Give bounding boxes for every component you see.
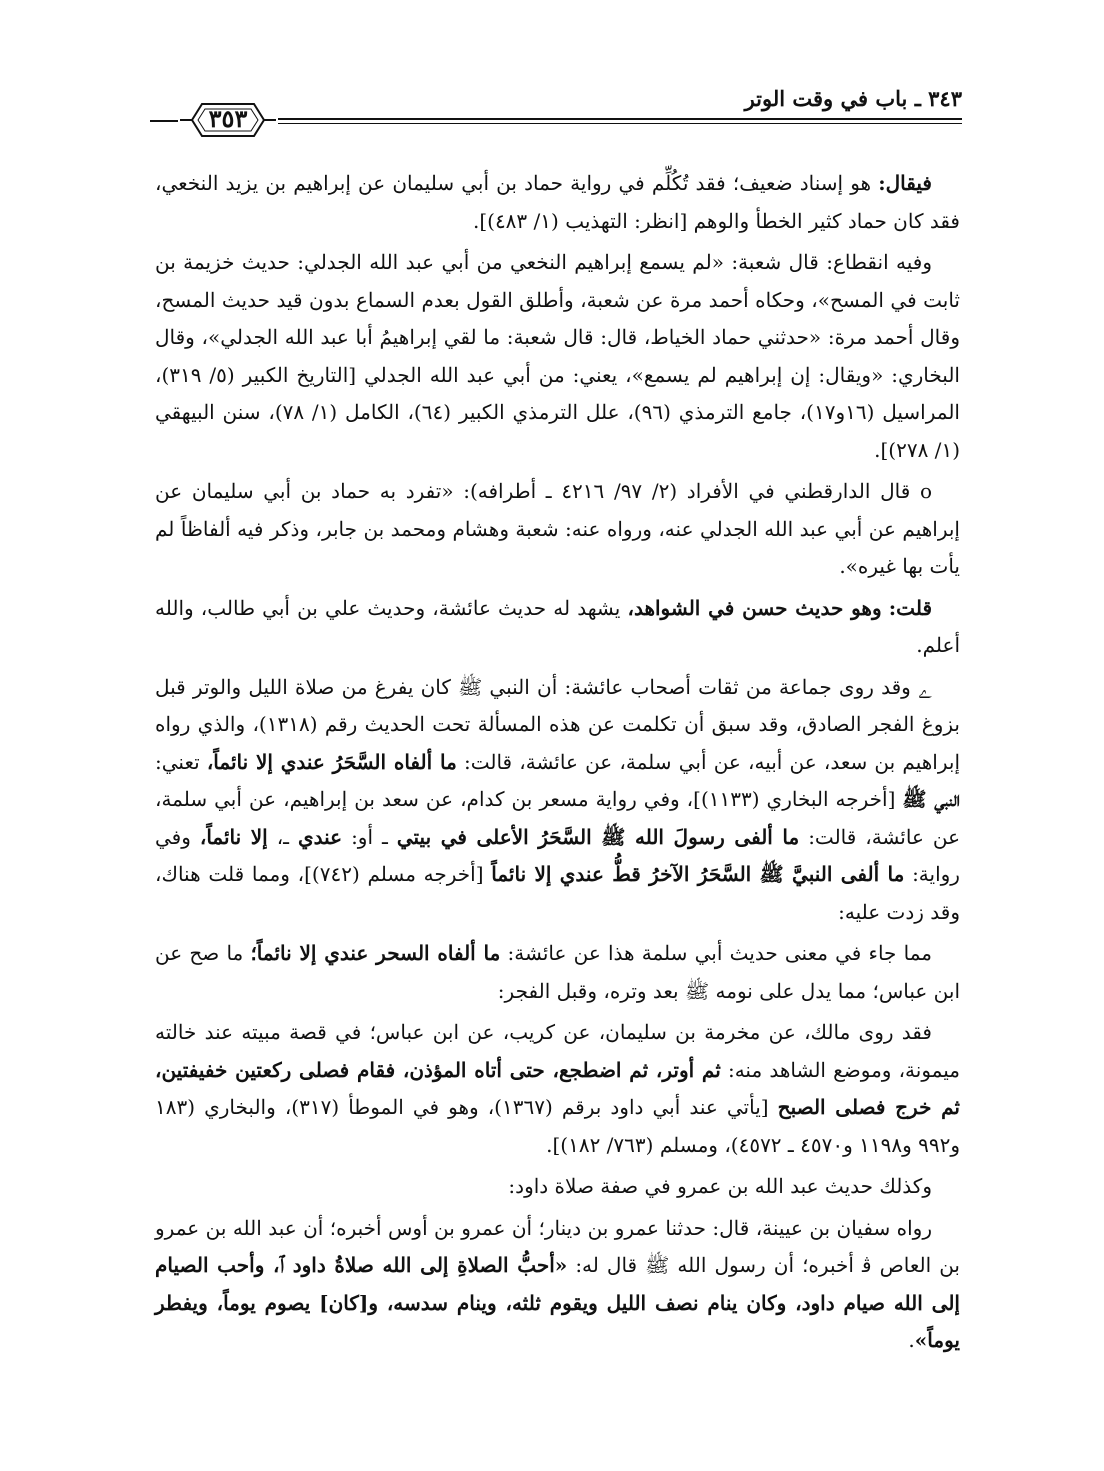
text-span: ما ألفى رسولَ الله ﷺ السَّحَرُ الأعلى في بيتي — [396, 824, 800, 849]
page-header — [150, 78, 962, 138]
text-span: [يأتي عند أبي داود برقم (١٣٦٧)، وهو في الموطأ (٣١٧)، والبخاري (١٨٣ و٩٩٢ و١١٩٨ و٤٥٧٠ ـ ٤٥٧٢)، ومسلم (٧٦٣/ ١٨٢)]. — [155, 1095, 960, 1157]
text-span: عندي — [297, 824, 343, 849]
text-span: فقد روى مالك، عن مخرمة بن سليمان، عن كريب، عن ابن عباس؛ في قصة مبيته عند خالته ميمونة، وموضع الشاهد منه: — [155, 1020, 960, 1082]
page-number: ٣٥٣ — [208, 104, 248, 133]
paragraph-7 — [155, 1014, 960, 1164]
text-span: وفي رواية: — [155, 824, 960, 886]
text-span: ـ، — [267, 824, 298, 849]
body-text — [155, 165, 960, 1364]
text-span: يشهد له حديث عائشة، وحديث علي بن أبي طالب، والله أعلم. — [155, 595, 960, 657]
text-span: ما ألفاه السحر عندي إلا نائماً؛ — [250, 941, 501, 965]
text-span: [أخرجه مسلم (٧٤٢)]، ومما قلت هناك، وقد زدت عليه: — [155, 862, 960, 924]
text-span: تعني: — [155, 749, 207, 774]
header-rule-top — [278, 118, 962, 120]
text-span: وكذلك حديث عبد الله بن عمرو في صفة صلاة داود: — [508, 1174, 932, 1198]
text-span: وفيه انقطاع: قال شعبة: «لم يسمع إبراهيم النخعي من أبي عبد الله الجدلي: حديث خزيمة بن ثابت في المسح»، وحكاه أحمد مرة عن شعبة، وأطلق القول بعدم السماع بدون قيد حديث المسح، وقال أحمد مرة: «حدثني حماد الخياط، قال: قال شعبة: ما لقي إبراهيمُ أبا عبد الله الجدلي»، وقال البخاري: «ويقال: إن إبراهيم لم يسمع»، يعني: من أبي عبد الله الجدلي [التاريخ الكبير (٥/ ٣١٩)، المراسيل (١٦و١٧)، جامع الترمذي (٩٦)، علل الترمذي الكبير (٦٤)، الكامل (١/ ٧٨)، سنن البيهقي (١/ ٢٧٨)]. — [155, 250, 960, 462]
header-rule-bottom — [278, 123, 962, 124]
chapter-title: ٣٤٣ ـ باب في وقت الوتر — [744, 86, 962, 111]
text-span: النبي ﷺ — [902, 787, 960, 811]
paragraph-9 — [155, 1210, 960, 1360]
paragraph-3 — [155, 473, 960, 586]
text-span: ما ألفاه السَّحَرُ عندي إلا نائماً، — [206, 749, 457, 774]
paragraph-4 — [155, 590, 960, 665]
text-span: رواه سفيان بن عيينة، قال: حدثنا عمرو بن دينار؛ أن عمرو بن أوس أخبره؛ أن عبد الله بن عمرو بن العاص ﭬ أخبره؛ أن رسول الله ﷺ قال له: — [155, 1215, 960, 1277]
text-span: فيقال: — [878, 171, 932, 195]
paragraph-5 — [155, 669, 960, 932]
paragraph-6 — [155, 935, 960, 1010]
text-span: [أخرجه البخاري (١١٣٣)]، وفي رواية مسعر بن كدام، عن سعد بن إبراهيم، عن أبي سلمة، عن عائشة، قالت: — [155, 787, 961, 849]
paragraph-1 — [155, 165, 960, 240]
text-span: . — [908, 1328, 915, 1352]
text-span: إلا نائماً، — [199, 824, 268, 849]
text-span: هو إسناد ضعيف؛ فقد تُكُلِّم في رواية حماد بن أبي سليمان عن إبراهيم بن يزيد النخعي، فقد كان حماد كثير الخطأ والوهم [انظر: التهذيب (١/ ٤٨٣)]. — [155, 171, 960, 233]
text-span: مما جاء في معنى حديث أبي سلمة هذا عن عائشة: — [500, 941, 932, 965]
text-span — [882, 596, 889, 620]
text-span: ثم أوتر، ثم اضطجع، حتى أتاه المؤذن، فقام فصلى ركعتين خفيفتين، ثم خرج فصلى الصبح — [155, 1057, 960, 1119]
text-span: ﮮ وقد روى جماعة من ثقات أصحاب عائشة: أن النبي ﷺ كان يفرغ من صلاة الليل والوتر قبل بزوغ الفجر الصادق، وقد سبق أن تكلمت عن هذه المسألة تحت الحديث رقم (١٣١٨)، والذي رواه إبراهيم بن سعد، عن أبيه، عن أبي سلمة، عن عائشة، قالت: — [155, 674, 961, 774]
paragraph-2 — [155, 244, 960, 469]
text-span: «أحبُّ الصلاةِ إلى الله صلاةُ داود ﭐ، وأحب الصيام إلى الله صيام داود، وكان ينام نصف الليل ويقوم ثلثه، وينام سدسه، و[كان] يصوم يوماً، ويفطر يوماً» — [155, 1253, 960, 1352]
header-rule-left — [150, 120, 178, 122]
text-span: قلت: — [888, 595, 932, 620]
text-span: ما ألفى النبيَّ ﷺ السَّحَرُ الآخرُ قطُّ عندي إلا نائماً — [491, 862, 905, 886]
text-span: ما صح عن ابن عباس؛ مما يدل على نومه ﷺ بعد وتره، وقبل الفجر: — [155, 941, 960, 1003]
page-number-badge — [178, 96, 278, 144]
text-span: o قال الدارقطني في الأفراد (٢/ ٩٧/ ٤٢١٦ ـ أطرافه): «تفرد به حماد بن أبي سليمان عن إبراهيم عن أبي عبد الله الجدلي عنه، ورواه عنه: شعبة وهشام ومحمد بن جابر، وذكر فيه ألفاظاً لم يأت بها غيره». — [155, 479, 960, 578]
text-span: وهو حديث حسن في الشواهد، — [627, 595, 882, 620]
paragraph-8 — [155, 1168, 960, 1206]
text-span: ـ أو: — [342, 824, 397, 849]
